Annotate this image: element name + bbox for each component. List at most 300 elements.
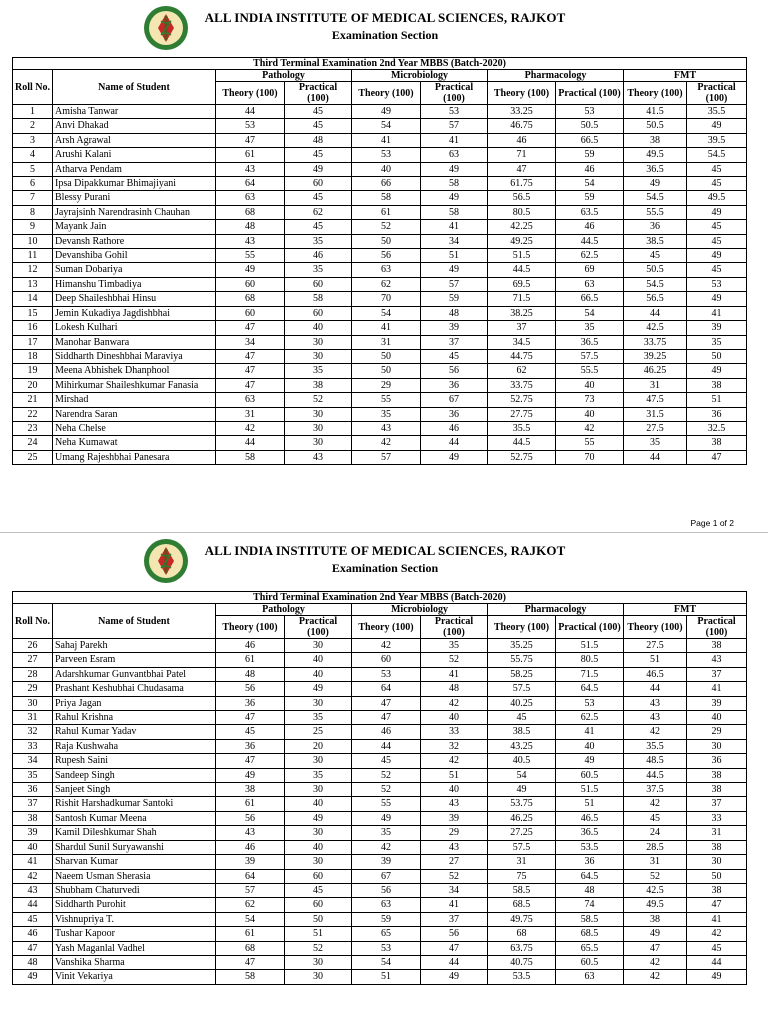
mark-cell: 36: [216, 696, 285, 710]
roll-cell: 1: [13, 105, 53, 119]
student-name-cell: Himanshu Timbadiya: [53, 277, 216, 291]
mark-cell: 30: [285, 955, 352, 969]
mark-cell: 42.5: [624, 321, 687, 335]
student-name-cell: Parveen Esram: [53, 653, 216, 667]
mark-cell: 39: [421, 321, 488, 335]
mark-cell: 37: [421, 912, 488, 926]
mark-cell: 41: [352, 321, 421, 335]
mark-cell: 46: [488, 133, 556, 147]
mark-cell: 37: [687, 667, 747, 681]
student-name-cell: Siddharth Purohit: [53, 898, 216, 912]
mark-cell: 31: [624, 855, 687, 869]
roll-cell: 3: [13, 133, 53, 147]
mark-cell: 58: [421, 177, 488, 191]
mark-cell: 49: [421, 191, 488, 205]
student-name-cell: Yash Maganlal Vadhel: [53, 941, 216, 955]
mark-cell: 52: [285, 393, 352, 407]
theory-header: Theory (100): [216, 82, 285, 105]
roll-cell: 46: [13, 927, 53, 941]
mark-cell: 34.5: [488, 335, 556, 349]
mark-cell: 53: [352, 148, 421, 162]
mark-cell: 36: [687, 407, 747, 421]
subject-header: FMT: [624, 70, 747, 82]
mark-cell: 70: [556, 450, 624, 464]
mark-cell: 62: [285, 205, 352, 219]
mark-cell: 61.75: [488, 177, 556, 191]
mark-cell: 30: [285, 436, 352, 450]
mark-cell: 31: [687, 826, 747, 840]
page-header: [190, 10, 580, 43]
mark-cell: 41: [421, 220, 488, 234]
mark-cell: 39: [421, 811, 488, 825]
marks-table-page-1: [12, 57, 747, 465]
roll-header: Roll No.: [13, 70, 53, 105]
mark-cell: 39: [352, 855, 421, 869]
table-row: [13, 119, 747, 133]
mark-cell: 61: [216, 148, 285, 162]
mark-cell: 41: [352, 133, 421, 147]
mark-cell: 43: [421, 840, 488, 854]
mark-cell: 45: [421, 349, 488, 363]
mark-cell: 63: [352, 263, 421, 277]
mark-cell: 63: [556, 277, 624, 291]
mark-cell: 46: [216, 840, 285, 854]
student-name-cell: Arsh Agrawal: [53, 133, 216, 147]
mark-cell: 40: [285, 653, 352, 667]
mark-cell: 47: [352, 711, 421, 725]
mark-cell: 40.75: [488, 955, 556, 969]
student-name-cell: Rahul Kumar Yadav: [53, 725, 216, 739]
mark-cell: 36: [216, 739, 285, 753]
mark-cell: 47: [216, 754, 285, 768]
mark-cell: 49: [687, 205, 747, 219]
mark-cell: 45: [687, 220, 747, 234]
table-row: [13, 840, 747, 854]
mark-cell: 58.5: [488, 883, 556, 897]
mark-cell: 52: [352, 220, 421, 234]
table-row: [13, 898, 747, 912]
table-row: [13, 783, 747, 797]
mark-cell: 25: [285, 725, 352, 739]
student-name-cell: Meena Abhishek Dhanphool: [53, 364, 216, 378]
mark-cell: 51: [421, 249, 488, 263]
mark-cell: 49: [421, 450, 488, 464]
mark-cell: 30: [285, 639, 352, 653]
mark-cell: 57: [352, 450, 421, 464]
mark-cell: 64.5: [556, 682, 624, 696]
table-row: [13, 349, 747, 363]
table-row: [13, 725, 747, 739]
student-name-cell: Amisha Tanwar: [53, 105, 216, 119]
student-name-cell: Rupesh Saini: [53, 754, 216, 768]
mark-cell: 40: [421, 711, 488, 725]
mark-cell: 47: [216, 711, 285, 725]
mark-cell: 48: [556, 883, 624, 897]
mark-cell: 35: [556, 321, 624, 335]
table-row: [13, 105, 747, 119]
mark-cell: 48.5: [624, 754, 687, 768]
table-row: [13, 148, 747, 162]
mark-cell: 31: [352, 335, 421, 349]
mark-cell: 59: [556, 191, 624, 205]
mark-cell: 44: [624, 450, 687, 464]
mark-cell: 35: [285, 768, 352, 782]
mark-cell: 47: [421, 941, 488, 955]
mark-cell: 46.5: [556, 811, 624, 825]
mark-cell: 46: [216, 639, 285, 653]
mark-cell: 60: [352, 653, 421, 667]
mark-cell: 43: [216, 826, 285, 840]
mark-cell: 40: [556, 739, 624, 753]
mark-cell: 38: [687, 639, 747, 653]
mark-cell: 43: [352, 421, 421, 435]
mark-cell: 41: [421, 667, 488, 681]
mark-cell: 38: [687, 840, 747, 854]
practical-header: Practical (100): [285, 616, 352, 639]
mark-cell: 35: [687, 335, 747, 349]
mark-cell: 64: [216, 177, 285, 191]
mark-cell: 49: [687, 292, 747, 306]
mark-cell: 50: [687, 349, 747, 363]
mark-cell: 63: [216, 393, 285, 407]
mark-cell: 58: [285, 292, 352, 306]
mark-cell: 49: [421, 970, 488, 984]
mark-cell: 56: [216, 811, 285, 825]
table-row: [13, 855, 747, 869]
mark-cell: 45: [624, 811, 687, 825]
mark-cell: 58: [352, 191, 421, 205]
mark-cell: 63.75: [488, 941, 556, 955]
mark-cell: 54: [352, 306, 421, 320]
mark-cell: 68: [216, 205, 285, 219]
student-name-cell: Santosh Kumar Meena: [53, 811, 216, 825]
table-row: [13, 249, 747, 263]
mark-cell: 54: [352, 955, 421, 969]
table-row: [13, 682, 747, 696]
mark-cell: 49: [421, 263, 488, 277]
roll-cell: 20: [13, 378, 53, 392]
mark-cell: 47: [216, 378, 285, 392]
table-row: [13, 653, 747, 667]
table-row: [13, 292, 747, 306]
mark-cell: 66: [352, 177, 421, 191]
mark-cell: 48: [285, 133, 352, 147]
name-header: Name of Student: [53, 70, 216, 105]
mark-cell: 40.25: [488, 696, 556, 710]
section-name: Examination Section: [331, 28, 439, 42]
mark-cell: 34: [216, 335, 285, 349]
mark-cell: 80.5: [556, 653, 624, 667]
table-row: [13, 436, 747, 450]
institute-name: ALL INDIA INSTITUTE OF MEDICAL SCIENCES, RAJKOT: [204, 543, 566, 558]
mark-cell: 27.25: [488, 826, 556, 840]
theory-header: Theory (100): [352, 82, 421, 105]
mark-cell: 50.5: [624, 263, 687, 277]
mark-cell: 51: [687, 393, 747, 407]
roll-cell: 17: [13, 335, 53, 349]
student-name-cell: Blessy Purani: [53, 191, 216, 205]
practical-header: Practical (100): [421, 616, 488, 639]
mark-cell: 58: [421, 205, 488, 219]
mark-cell: 39.25: [624, 349, 687, 363]
mark-cell: 41: [687, 682, 747, 696]
mark-cell: 49: [624, 177, 687, 191]
mark-cell: 36.5: [624, 162, 687, 176]
mark-cell: 36: [624, 220, 687, 234]
student-name-cell: Manohar Banwara: [53, 335, 216, 349]
roll-cell: 14: [13, 292, 53, 306]
mark-cell: 49: [687, 119, 747, 133]
student-name-cell: Tushar Kapoor: [53, 927, 216, 941]
mark-cell: 55.5: [624, 205, 687, 219]
mark-cell: 41: [421, 898, 488, 912]
student-name-cell: Ipsa Dipakkumar Bhimajiyani: [53, 177, 216, 191]
subject-header: Pharmacology: [488, 604, 624, 616]
table-row: [13, 133, 747, 147]
mark-cell: 56: [352, 883, 421, 897]
mark-cell: 27.75: [488, 407, 556, 421]
mark-cell: 55: [352, 797, 421, 811]
mark-cell: 38: [216, 783, 285, 797]
roll-cell: 41: [13, 855, 53, 869]
mark-cell: 49.5: [624, 148, 687, 162]
mark-cell: 59: [556, 148, 624, 162]
mark-cell: 50.5: [624, 119, 687, 133]
student-name-cell: Vishnupriya T.: [53, 912, 216, 926]
mark-cell: 49: [624, 927, 687, 941]
mark-cell: 39.5: [687, 133, 747, 147]
mark-cell: 59: [421, 292, 488, 306]
mark-cell: 38: [624, 133, 687, 147]
student-name-cell: Raja Kushwaha: [53, 739, 216, 753]
student-name-cell: Narendra Saran: [53, 407, 216, 421]
mark-cell: 80.5: [488, 205, 556, 219]
mark-cell: 45: [488, 711, 556, 725]
student-name-cell: Arushi Kalani: [53, 148, 216, 162]
mark-cell: 50.5: [556, 119, 624, 133]
mark-cell: 55.5: [556, 364, 624, 378]
mark-cell: 42: [624, 797, 687, 811]
mark-cell: 59: [352, 912, 421, 926]
mark-cell: 50: [352, 364, 421, 378]
mark-cell: 52: [352, 783, 421, 797]
roll-cell: 23: [13, 421, 53, 435]
practical-header: Practical (100): [556, 616, 624, 639]
mark-cell: 44: [216, 436, 285, 450]
mark-cell: 42: [352, 639, 421, 653]
mark-cell: 45: [687, 177, 747, 191]
student-name-cell: Umang Rajeshbhai Panesara: [53, 450, 216, 464]
mark-cell: 40: [352, 162, 421, 176]
mark-cell: 36: [687, 754, 747, 768]
roll-cell: 24: [13, 436, 53, 450]
mark-cell: 42: [624, 955, 687, 969]
mark-cell: 56.5: [488, 191, 556, 205]
mark-cell: 31.5: [624, 407, 687, 421]
mark-cell: 54: [556, 177, 624, 191]
table-row: [13, 177, 747, 191]
table-row: [13, 797, 747, 811]
mark-cell: 41: [687, 912, 747, 926]
theory-header: Theory (100): [488, 616, 556, 639]
mark-cell: 36.5: [556, 826, 624, 840]
mark-cell: 57: [216, 883, 285, 897]
mark-cell: 53.75: [488, 797, 556, 811]
mark-cell: 68: [488, 927, 556, 941]
table-body-page-2: [13, 639, 747, 985]
mark-cell: 43: [624, 711, 687, 725]
student-name-cell: Anvi Dhakad: [53, 119, 216, 133]
mark-cell: 71.5: [556, 667, 624, 681]
mark-cell: 68: [216, 941, 285, 955]
student-name-cell: Sanjeet Singh: [53, 783, 216, 797]
mark-cell: 52: [421, 869, 488, 883]
table-row: [13, 711, 747, 725]
mark-cell: 29: [352, 378, 421, 392]
mark-cell: 38.5: [488, 725, 556, 739]
mark-cell: 49: [352, 105, 421, 119]
mark-cell: 60.5: [556, 768, 624, 782]
student-name-cell: Siddharth Dineshbhai Maraviya: [53, 349, 216, 363]
mark-cell: 49.5: [624, 898, 687, 912]
mark-cell: 45: [352, 754, 421, 768]
mark-cell: 58: [216, 970, 285, 984]
roll-cell: 9: [13, 220, 53, 234]
mark-cell: 49: [687, 364, 747, 378]
mark-cell: 30: [285, 754, 352, 768]
mark-cell: 55: [352, 393, 421, 407]
mark-cell: 54: [488, 768, 556, 782]
roll-cell: 2: [13, 119, 53, 133]
mark-cell: 53: [421, 105, 488, 119]
mark-cell: 46: [556, 162, 624, 176]
student-name-cell: Adarshkumar Gunvantbhai Patel: [53, 667, 216, 681]
mark-cell: 35: [624, 436, 687, 450]
mark-cell: 53: [556, 105, 624, 119]
mark-cell: 51.5: [488, 249, 556, 263]
mark-cell: 42: [421, 754, 488, 768]
mark-cell: 43: [216, 234, 285, 248]
mark-cell: 46.25: [488, 811, 556, 825]
table-row: [13, 768, 747, 782]
roll-cell: 10: [13, 234, 53, 248]
mark-cell: 55: [556, 436, 624, 450]
table-row: [13, 162, 747, 176]
mark-cell: 40.5: [488, 754, 556, 768]
mark-cell: 47.5: [624, 393, 687, 407]
mark-cell: 35.5: [624, 739, 687, 753]
practical-header: Practical (100): [421, 82, 488, 105]
mark-cell: 54: [352, 119, 421, 133]
roll-cell: 40: [13, 840, 53, 854]
mark-cell: 34: [421, 234, 488, 248]
theory-header: Theory (100): [488, 82, 556, 105]
mark-cell: 50: [352, 234, 421, 248]
table-row: [13, 364, 747, 378]
mark-cell: 53: [687, 277, 747, 291]
student-name-cell: Lokesh Kulhari: [53, 321, 216, 335]
mark-cell: 29: [687, 725, 747, 739]
mark-cell: 53.5: [488, 970, 556, 984]
mark-cell: 45: [216, 725, 285, 739]
mark-cell: 49.25: [488, 234, 556, 248]
subject-header: Microbiology: [352, 604, 488, 616]
table-row: [13, 883, 747, 897]
subject-header: Pathology: [216, 604, 352, 616]
mark-cell: 47: [216, 364, 285, 378]
mark-cell: 47: [216, 321, 285, 335]
student-name-cell: Vinit Vekariya: [53, 970, 216, 984]
mark-cell: 63: [421, 148, 488, 162]
mark-cell: 35.5: [687, 105, 747, 119]
mark-cell: 49: [216, 263, 285, 277]
roll-cell: 48: [13, 955, 53, 969]
mark-cell: 43: [285, 450, 352, 464]
mark-cell: 42: [352, 840, 421, 854]
roll-cell: 32: [13, 725, 53, 739]
mark-cell: 27: [421, 855, 488, 869]
mark-cell: 46.25: [624, 364, 687, 378]
page-number: Page 1 of 2: [690, 518, 734, 528]
mark-cell: 62: [352, 277, 421, 291]
roll-cell: 37: [13, 797, 53, 811]
mark-cell: 46: [285, 249, 352, 263]
student-name-cell: Mihirkumar Shaileshkumar Fanasia: [53, 378, 216, 392]
mark-cell: 42: [556, 421, 624, 435]
theory-header: Theory (100): [216, 616, 285, 639]
table-row: [13, 191, 747, 205]
mark-cell: 66.5: [556, 292, 624, 306]
mark-cell: 43: [624, 696, 687, 710]
subject-header: Microbiology: [352, 70, 488, 82]
mark-cell: 46: [421, 421, 488, 435]
mark-cell: 44.5: [488, 263, 556, 277]
mark-cell: 35.25: [488, 639, 556, 653]
roll-cell: 27: [13, 653, 53, 667]
table-row: [13, 927, 747, 941]
mark-cell: 49.75: [488, 912, 556, 926]
mark-cell: 73: [556, 393, 624, 407]
mark-cell: 54.5: [624, 191, 687, 205]
mark-cell: 68.5: [556, 927, 624, 941]
table-body-page-1: [13, 105, 747, 465]
roll-cell: 25: [13, 450, 53, 464]
roll-cell: 36: [13, 783, 53, 797]
student-name-cell: Suman Dobariya: [53, 263, 216, 277]
mark-cell: 44: [624, 682, 687, 696]
mark-cell: 44: [216, 105, 285, 119]
mark-cell: 35: [285, 234, 352, 248]
mark-cell: 61: [216, 653, 285, 667]
mark-cell: 52: [352, 768, 421, 782]
table-row: [13, 970, 747, 984]
mark-cell: 49: [687, 970, 747, 984]
institute-name: ALL INDIA INSTITUTE OF MEDICAL SCIENCES, RAJKOT: [204, 10, 566, 25]
mark-cell: 49: [285, 162, 352, 176]
student-name-cell: Kamil Dileshkumar Shah: [53, 826, 216, 840]
mark-cell: 30: [285, 783, 352, 797]
mark-cell: 61: [216, 797, 285, 811]
roll-cell: 28: [13, 667, 53, 681]
mark-cell: 66.5: [556, 133, 624, 147]
practical-header: Practical (100): [687, 82, 747, 105]
mark-cell: 60: [216, 306, 285, 320]
mark-cell: 45: [285, 119, 352, 133]
student-name-cell: Rishit Harshadkumar Santoki: [53, 797, 216, 811]
mark-cell: 43: [421, 797, 488, 811]
exam-title: Third Terminal Examination 2nd Year MBBS (Batch-2020): [13, 592, 747, 604]
table-row: [13, 393, 747, 407]
